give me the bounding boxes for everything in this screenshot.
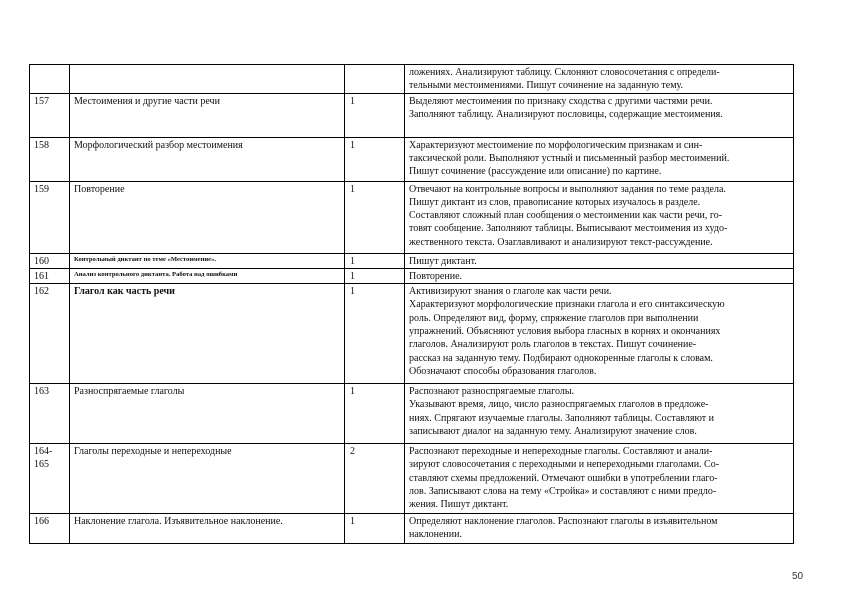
lesson-number: 162	[30, 284, 70, 384]
table-body	[30, 65, 794, 544]
activity-description	[405, 253, 794, 268]
description-line: Выделяют местоимения по признаку сходства с другими частями речи.	[409, 95, 713, 107]
description-line: Указывают время, лицо, число разноспрягаемых глаголов в предложе-	[409, 399, 709, 411]
hours-count: 1	[345, 93, 405, 137]
description-line: жественного текста. Озаглавливают и анализируют текст-рассуждение.	[409, 236, 713, 248]
description-line: Пишут сочинение (рассуждение или описание) по картине.	[409, 166, 662, 178]
hours-count: 2	[345, 444, 405, 514]
description-line: зируют словосочетания с переходными и непереходными глаголами. Со-	[409, 459, 720, 471]
hours-count: 1	[345, 514, 405, 544]
hours-count: 1	[345, 284, 405, 384]
description-line: рассказ на заданную тему. Подбирают однокоренные глаголы к словам.	[409, 352, 713, 364]
lesson-number	[30, 65, 70, 94]
description-line: упражнений. Объясняют условия выбора гласных в корнях и окончаниях	[409, 326, 721, 338]
description-line: Пишут диктант.	[409, 255, 477, 267]
table-row	[30, 65, 794, 94]
hours-count	[345, 65, 405, 94]
lesson-number: 159	[30, 181, 70, 253]
hours-count: 1	[345, 384, 405, 444]
description-line: записывают диалог на заданную тему. Анализируют значение слов.	[409, 426, 697, 438]
description-line: лов. Записывают слова на тему «Стройка» и составляют с ними предло-	[409, 486, 717, 498]
description-line: Пишут диктант из слов, правописание которых изучалось в разделе.	[409, 196, 701, 208]
hours-count: 1	[345, 137, 405, 181]
activity-description	[405, 514, 794, 544]
description-line: Характеризуют местоимение по морфологическим признакам и син-	[409, 139, 703, 151]
lesson-topic: Разноспрягаемые глаголы	[70, 384, 345, 444]
lesson-topic: Морфологический разбор местоимения	[70, 137, 345, 181]
table-row	[30, 137, 794, 181]
lesson-number: 163	[30, 384, 70, 444]
table-row	[30, 181, 794, 253]
lesson-topic: Наклонение глагола. Изъявительное наклонение.	[70, 514, 345, 544]
activity-description	[405, 181, 794, 253]
table-row	[30, 93, 794, 137]
hours-count: 1	[345, 253, 405, 268]
lesson-number: 164-165	[30, 444, 70, 514]
table-row	[30, 253, 794, 268]
description-line: ставляют схемы предложений. Отмечают ошибки в употреблении глаго-	[409, 472, 718, 484]
activity-description	[405, 384, 794, 444]
table-row	[30, 384, 794, 444]
hours-count: 1	[345, 268, 405, 283]
lesson-number: 160	[30, 253, 70, 268]
lesson-topic: Контрольный диктант по теме «Местоимение».	[70, 253, 345, 268]
activity-description	[405, 93, 794, 137]
activity-description	[405, 65, 794, 94]
description-line: наклонении.	[409, 529, 462, 541]
table-row	[30, 268, 794, 283]
description-line: жения. Пишут диктант.	[409, 499, 509, 511]
activity-description	[405, 284, 794, 384]
activity-description	[405, 268, 794, 283]
table-row	[30, 514, 794, 544]
description-line: Распознают разноспрягаемые глаголы.	[409, 386, 575, 398]
description-line: Распознают переходные и непереходные глаголы. Составляют и анали-	[409, 446, 713, 458]
description-line: Составляют сложный план сообщения о местоимении как части речи, го-	[409, 210, 723, 222]
table-row	[30, 284, 794, 384]
lesson-topic: Глаголы переходные и непереходные	[70, 444, 345, 514]
lesson-number: 161	[30, 268, 70, 283]
hours-count: 1	[345, 181, 405, 253]
table-row	[30, 444, 794, 514]
description-line: Отвечают на контрольные вопросы и выполняют задания по теме раздела.	[409, 183, 726, 195]
description-line: Определяют наклонение глаголов. Распознают глаголы в изъявительном	[409, 516, 718, 528]
description-line: ложениях. Анализируют таблицу. Склоняют словосочетания с определи-	[409, 67, 720, 78]
lesson-topic: Глагол как часть речи	[70, 284, 345, 384]
activity-description	[405, 137, 794, 181]
thematic-plan-table	[29, 64, 794, 544]
page-number: 50	[792, 571, 804, 582]
description-line: таксической роли. Выполняют устный и письменный разбор местоимений.	[409, 152, 730, 164]
description-line: Характеризуют морфологические признаки глагола и его синтаксическую	[409, 299, 725, 311]
activity-description	[405, 444, 794, 514]
lesson-number: 157	[30, 93, 70, 137]
description-line: тельными местоимениями. Пишут сочинение на заданную тему.	[409, 80, 684, 92]
description-line: Активизируют знания о глаголе как части речи.	[409, 286, 612, 298]
description-line: глаголов. Анализируют роль глаголов в текстах. Пишут сочинение-	[409, 339, 697, 351]
description-line: Повторение.	[409, 270, 463, 282]
description-line: ниях. Спрягают изучаемые глаголы. Заполняют таблицы. Составляют и	[409, 412, 715, 424]
lesson-topic: Повторение	[70, 181, 345, 253]
description-line: роль. Определяют вид, форму, спряжение глаголов при выполнении	[409, 312, 699, 324]
lesson-number: 166	[30, 514, 70, 544]
lesson-number: 158	[30, 137, 70, 181]
description-line: Обозначают способы образования глаголов.	[409, 365, 597, 377]
lesson-topic: Местоимения и другие части речи	[70, 93, 345, 137]
description-line: Заполняют таблицу. Анализируют пословицы, содержащие местоимения.	[409, 108, 723, 120]
description-line: товят сообщение. Заполняют таблицы. Выписывают местоимения из худо-	[409, 223, 728, 235]
lesson-topic	[70, 65, 345, 94]
lesson-topic: Анализ контрольного диктанта. Работа над ошибками	[70, 268, 345, 283]
